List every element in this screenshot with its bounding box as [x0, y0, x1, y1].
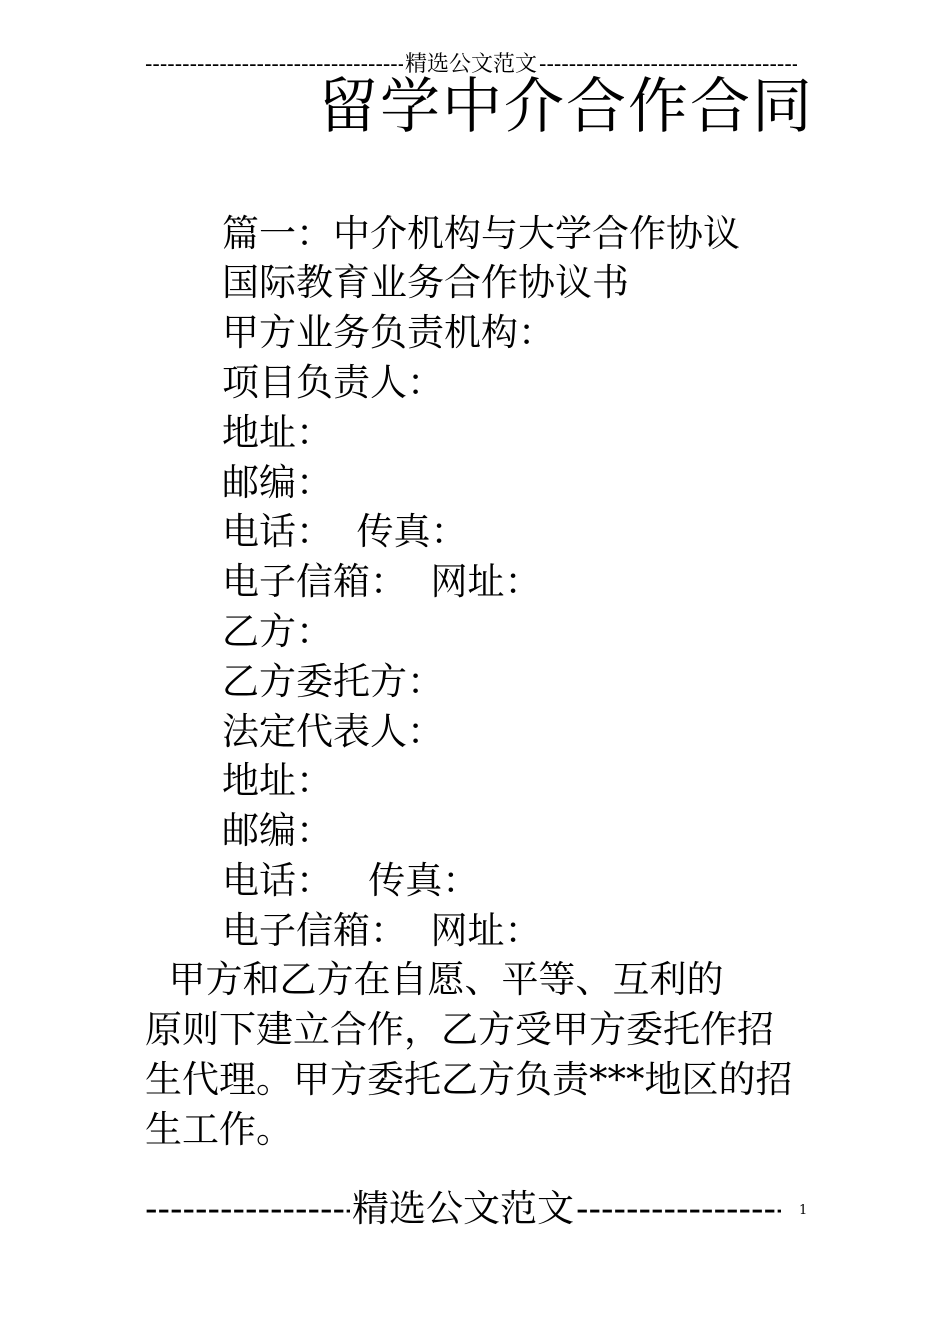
paragraph-line: 原则下建立合作，乙方受甲方委托作招 [145, 1008, 774, 1051]
document-title: 留学中介合作合同 [318, 72, 814, 142]
party-b-address-field: 地址： [222, 759, 333, 802]
party-a-email-website-field: 电子信箱： 网址： [222, 560, 542, 603]
party-b-principal-field: 乙方委托方： [222, 660, 444, 703]
party-a-address-field: 地址： [222, 411, 333, 454]
party-a-postcode-field: 邮编： [222, 461, 333, 504]
agreement-paragraph [145, 955, 815, 1155]
page-number: 1 [799, 1203, 808, 1218]
section-heading: 篇一：中介机构与大学合作协议 [222, 212, 740, 255]
page-footer [145, 1185, 781, 1233]
party-a-agency-field: 甲方业务负责机构： [222, 311, 555, 354]
party-b-email-website-field: 电子信箱： 网址： [222, 909, 542, 952]
paragraph-line: 生工作。 [145, 1108, 293, 1151]
header-label: 精选公文范文 [405, 52, 538, 77]
party-b-postcode-field: 邮编： [222, 809, 333, 852]
party-b-phone-fax-field: 电话： 传真： [222, 859, 480, 902]
party-a-project-lead-field: 项目负责人： [222, 361, 444, 404]
paragraph-line: 甲方和乙方在自愿、平等、互利的 [145, 958, 724, 1001]
footer-dash-right [576, 1185, 781, 1233]
agreement-title: 国际教育业务合作协议书 [222, 261, 629, 304]
paragraph-line: 生代理。甲方委托乙方负责***地区的招 [145, 1058, 793, 1101]
party-b-field: 乙方： [222, 610, 333, 653]
footer-label: 精选公文范文 [352, 1187, 574, 1230]
footer-dash-left [145, 1185, 350, 1233]
legal-representative-field: 法定代表人： [222, 710, 444, 753]
party-a-phone-fax-field: 电话： 传真： [222, 510, 468, 553]
